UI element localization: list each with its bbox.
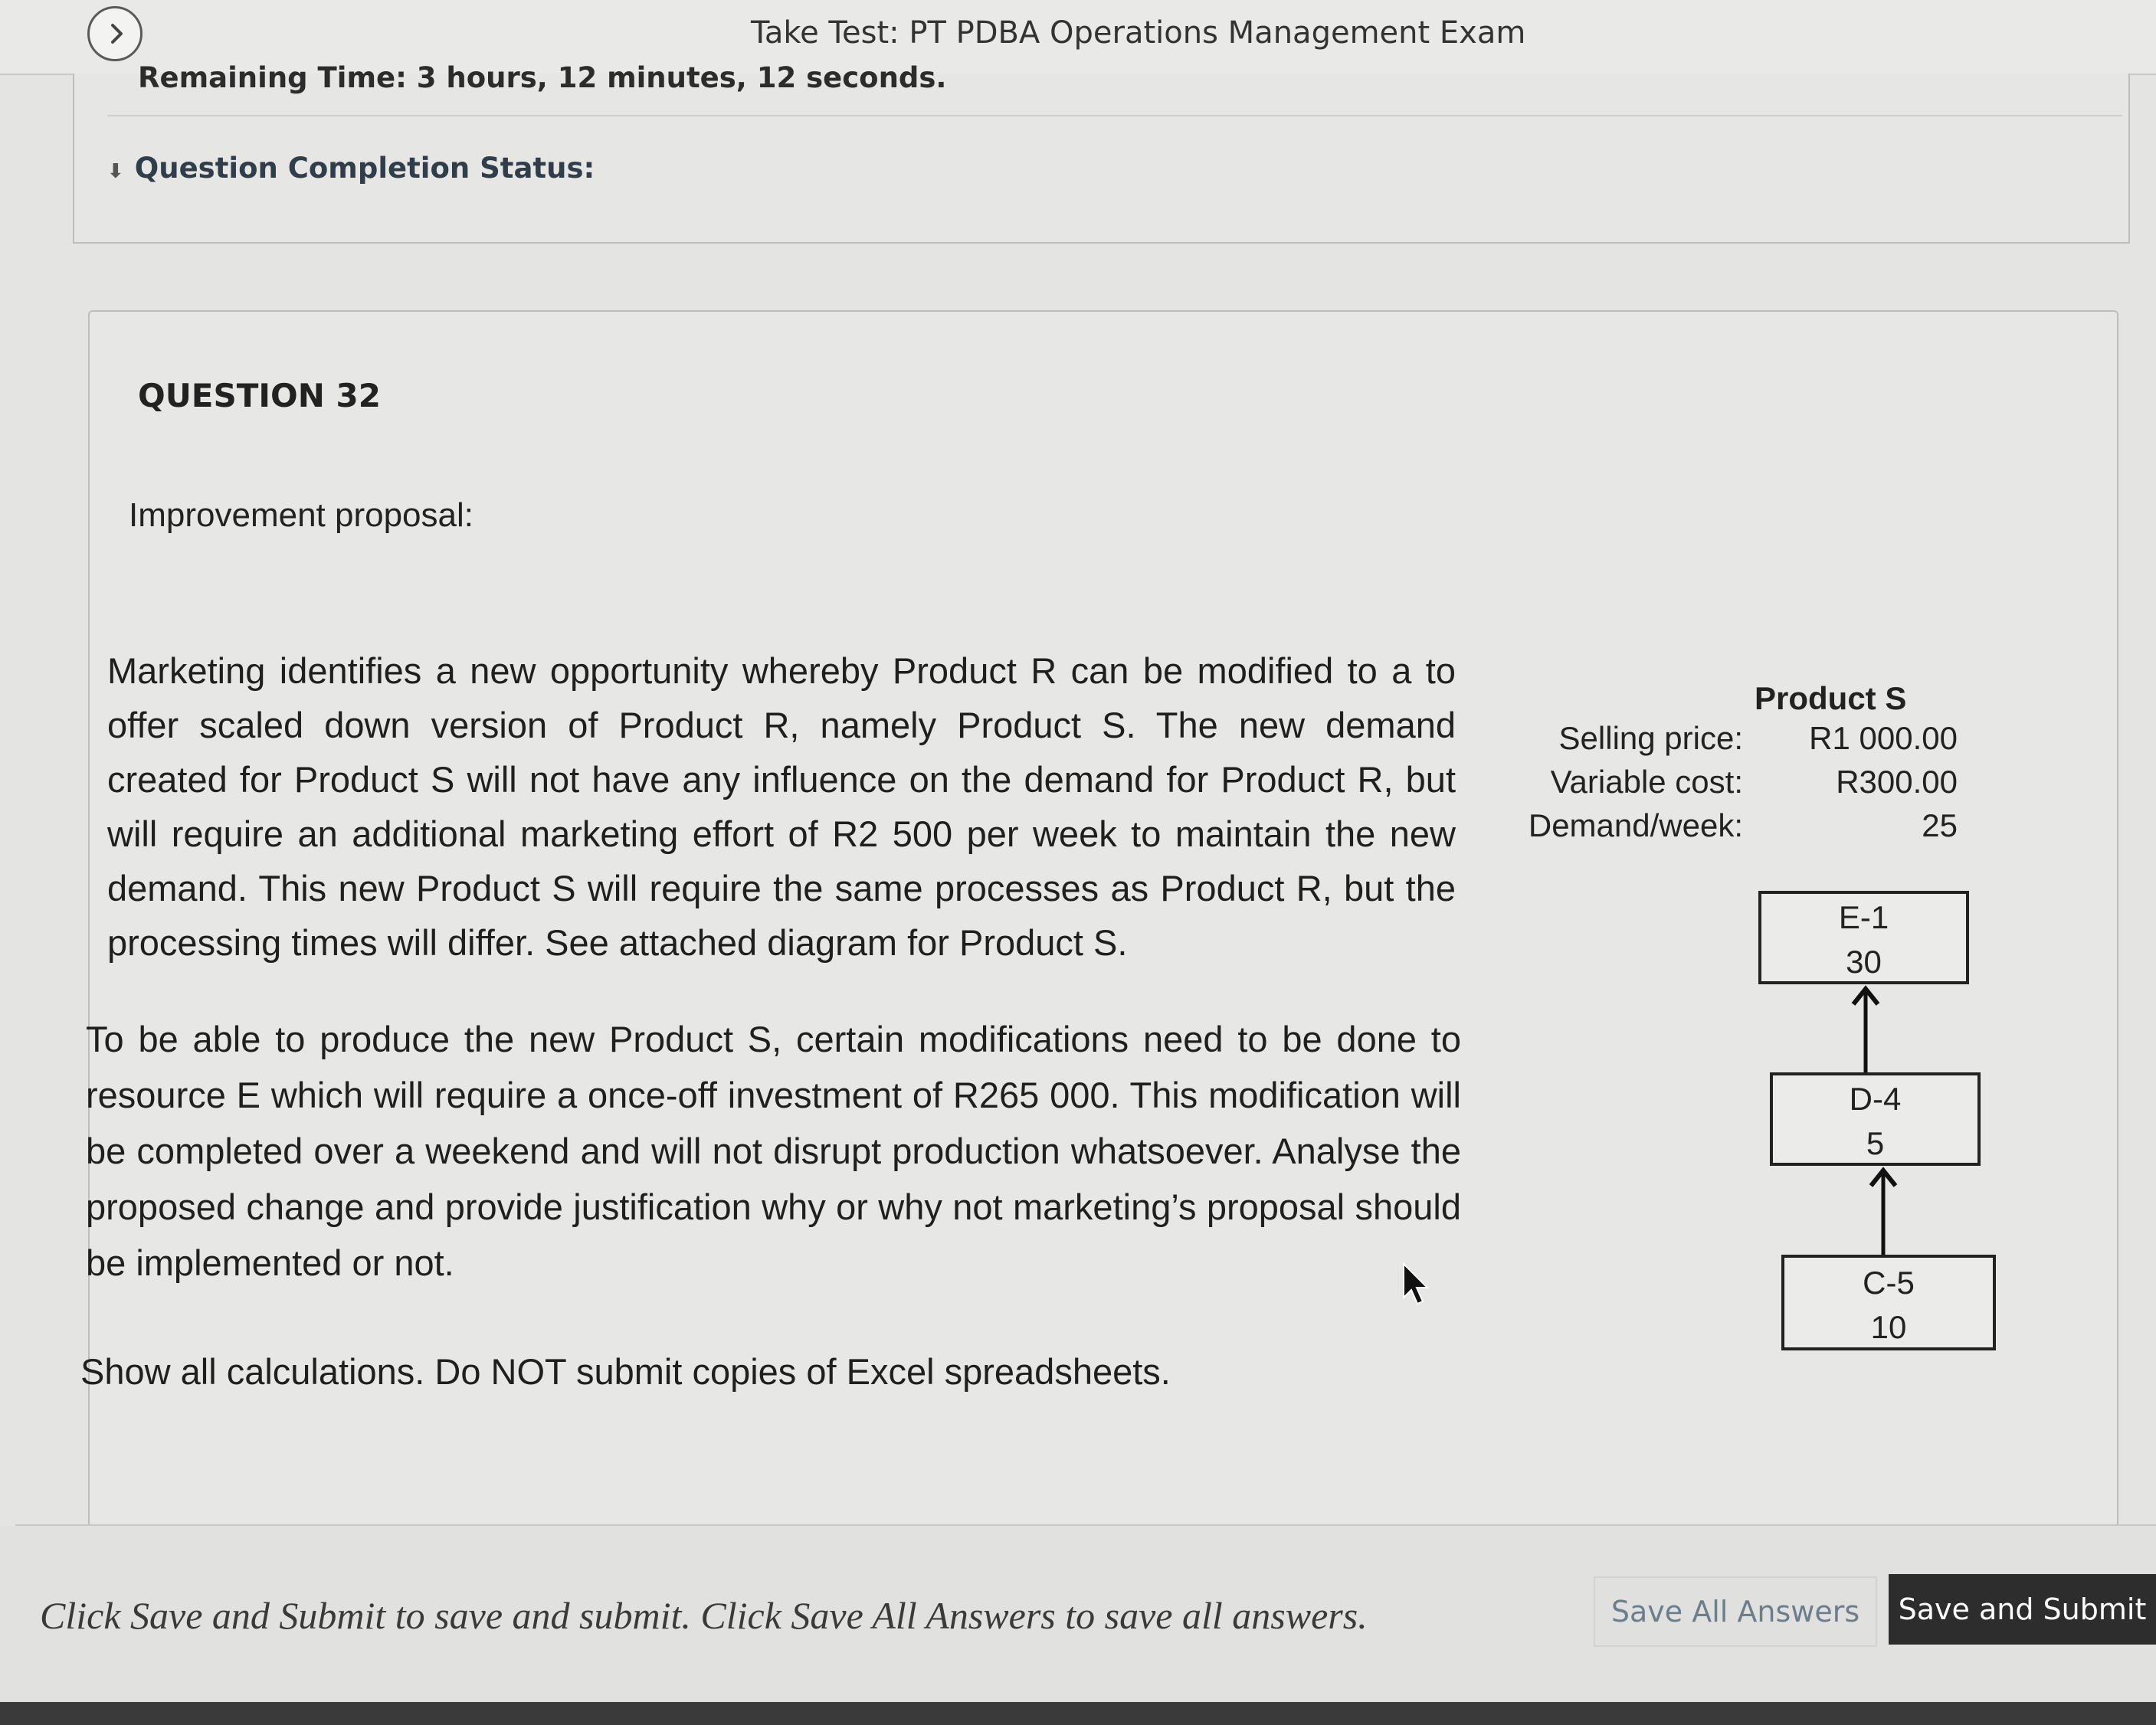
process-label: D-4 bbox=[1849, 1081, 1902, 1117]
process-box-c bbox=[1781, 1255, 1996, 1350]
question-paragraph-1: Marketing identifies a new opportunity whereby Product R can be modified to a to offer scaled down version of Product R, namely Product S. The new demand created for Product S will not have any influence on the demand for Product R, but will require an additional marketing effort of R2 500 per week to maintain the new demand. This new Product S will require the same processes as Product R, but the processing times will differ. See attached diagram for Product S. bbox=[107, 650, 1456, 963]
process-label: E-1 bbox=[1838, 899, 1889, 935]
double-chevron-down-icon: ⬇︎ bbox=[107, 160, 124, 183]
completion-status-label: Question Completion Status: bbox=[134, 152, 595, 185]
product-row-label: Variable cost: bbox=[1550, 764, 1743, 800]
question-heading: Improvement proposal: bbox=[129, 496, 473, 534]
process-time: 10 bbox=[1870, 1309, 1907, 1345]
product-row-label: Demand/week: bbox=[1528, 807, 1743, 843]
process-box-e bbox=[1758, 891, 1969, 984]
question-paragraph-2: To be able to produce the new Product S, certain modifications need to be done to resource E which will require a once-off investment of R265 000. This modification will be completed over a weekend and will not disrupt production whatsoever. Analyse the proposed change and provide justification why or why not marketing’s proposal should be implemented or not. bbox=[86, 1019, 1461, 1283]
page-title: Take Test: PT PDBA Operations Management Exam bbox=[751, 15, 1526, 51]
save-and-submit-button[interactable]: Save and Submit bbox=[1889, 1574, 2156, 1645]
flow-arrow-icon bbox=[1868, 1166, 1899, 1256]
product-row-value: 25 bbox=[1922, 807, 1958, 843]
expand-menu-button[interactable] bbox=[87, 6, 143, 61]
footer-instructions: Click Save and Submit to save and submit. Click Save All Answers to save all answers. bbox=[40, 1594, 1368, 1637]
product-row-value: R1 000.00 bbox=[1809, 720, 1958, 756]
product-row bbox=[1521, 807, 1958, 851]
divider bbox=[107, 115, 2122, 116]
question-completion-toggle[interactable] bbox=[107, 152, 595, 185]
save-all-answers-button[interactable]: Save All Answers bbox=[1594, 1576, 1877, 1647]
product-title: Product S bbox=[1755, 680, 1907, 716]
process-label: C-5 bbox=[1863, 1265, 1915, 1301]
product-row bbox=[1521, 764, 1958, 807]
chevron-right-icon bbox=[103, 21, 129, 47]
remaining-time: Remaining Time: 3 hours, 12 minutes, 12 seconds. bbox=[138, 61, 947, 94]
screen-bezel bbox=[0, 1702, 2156, 1725]
process-time: 30 bbox=[1846, 944, 1882, 980]
process-box-d bbox=[1770, 1072, 1981, 1166]
question-number: QUESTION 32 bbox=[138, 377, 381, 414]
product-info-table bbox=[1521, 720, 1958, 851]
flow-arrow-icon bbox=[1850, 984, 1881, 1075]
product-row-label: Selling price: bbox=[1558, 720, 1743, 756]
question-paragraph-3: Show all calculations. Do NOT submit copies of Excel spreadsheets. bbox=[80, 1351, 1171, 1392]
mouse-cursor-icon bbox=[1401, 1262, 1431, 1308]
process-time: 5 bbox=[1866, 1125, 1885, 1161]
product-row bbox=[1521, 720, 1958, 764]
product-row-value: R300.00 bbox=[1836, 764, 1958, 800]
